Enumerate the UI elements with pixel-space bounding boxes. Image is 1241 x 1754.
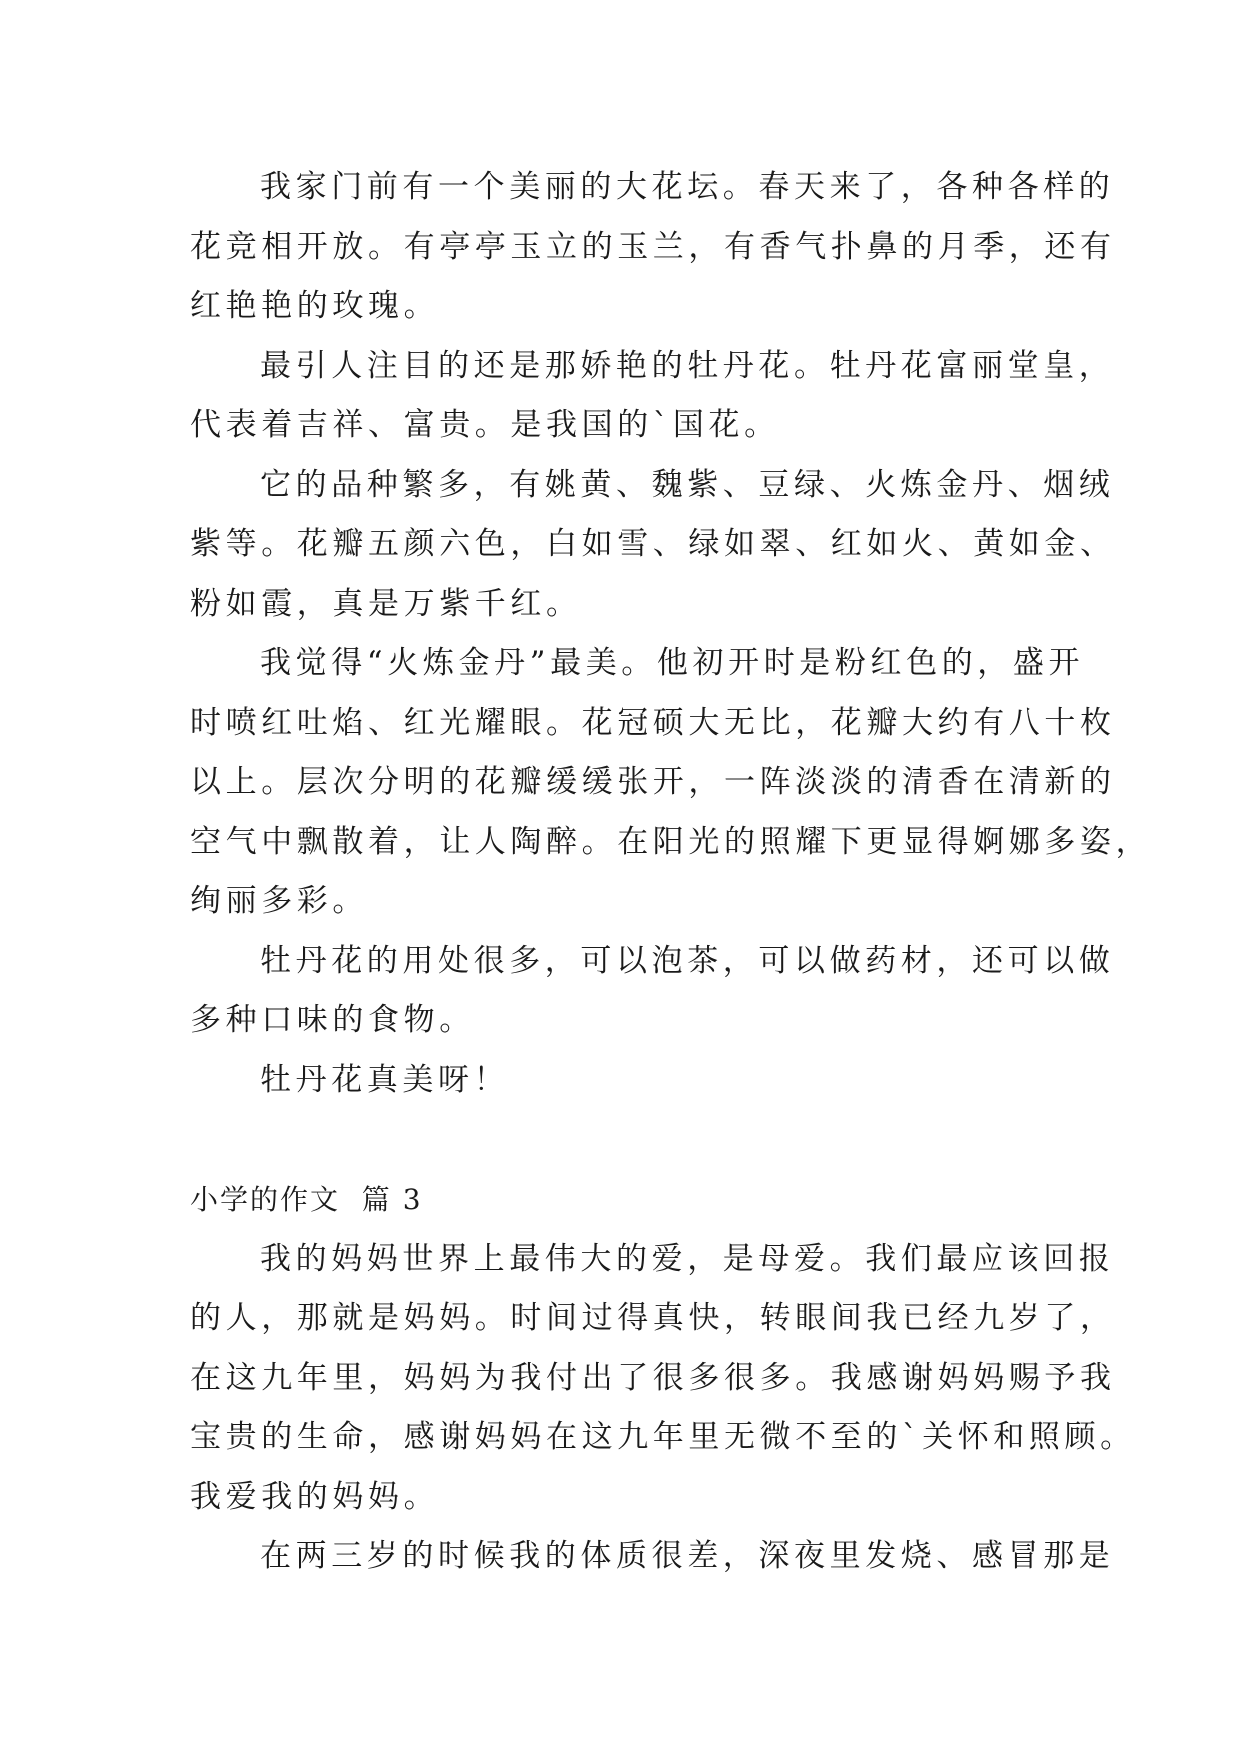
- paragraph-mother-love: [190, 1230, 1136, 1528]
- paragraph-line: 牡丹花真美呀！: [260, 1061, 510, 1098]
- paragraph-line: 宝贵的生命，感谢妈妈在这九年里无微不至的`关怀和照顾。: [190, 1419, 1136, 1455]
- paragraph-line: 红艳艳的玫瑰。: [190, 288, 440, 324]
- paragraph-line: 的人，那就是妈妈。时间过得真快，转眼间我已经九岁了，: [190, 1300, 1116, 1336]
- paragraph-line: 在两三岁的时候我的体质很差，深夜里发烧、感冒那是: [260, 1538, 1115, 1574]
- paragraph-line: 空气中飘散着，让人陶醉。在阳光的照耀下更显得婀娜多姿，: [190, 823, 1152, 860]
- paragraph-line: 我家门前有一个美丽的大花坛。春天来了，各种各样的: [260, 169, 1115, 205]
- document-page: [190, 158, 1152, 1587]
- paragraph-uses: [190, 932, 1115, 1051]
- paragraph-line: 牡丹花的用处很多，可以泡茶，可以做药材，还可以做: [260, 942, 1115, 979]
- section-spacer: [190, 1110, 1050, 1170]
- paragraph-line: 紫等。花瓣五颜六色，白如雪、绿如翠、红如火、黄如金、: [190, 526, 1116, 562]
- essay-3-body: [190, 1230, 1136, 1587]
- paragraph-peony-intro: [190, 337, 1115, 456]
- paragraph-favorite: [190, 634, 1152, 932]
- paragraph-childhood: [190, 1527, 1115, 1587]
- paragraph-line: 我觉得“火炼金丹”最美。他初开时是粉红色的，盛开: [260, 645, 1085, 681]
- paragraph-line: 花竞相开放。有亭亭玉立的玉兰，有香气扑鼻的月季，还有: [190, 228, 1116, 265]
- paragraph-line: 时喷红吐焰、红光耀眼。花冠硕大无比，花瓣大约有八十枚: [190, 704, 1116, 741]
- paragraph-varieties: [190, 456, 1116, 635]
- paragraph-line: 多种口味的食物。: [190, 1002, 475, 1038]
- paragraph-conclusion: [190, 1051, 1050, 1111]
- paragraph-flower-bed: [190, 158, 1116, 337]
- essay-2-body: [190, 158, 1152, 1110]
- paragraph-line: 在这九年里，妈妈为我付出了很多很多。我感谢妈妈赐予我: [190, 1359, 1116, 1396]
- paragraph-line: 粉如霞，真是万紫千红。: [190, 585, 582, 622]
- paragraph-line: 它的品种繁多，有姚黄、魏紫、豆绿、火炼金丹、烟绒: [260, 466, 1115, 503]
- paragraph-line: 以上。层次分明的花瓣缓缓张开，一阵淡淡的清香在清新的: [190, 764, 1116, 800]
- paragraph-line: 我的妈妈世界上最伟大的爱，是母爱。我们最应该回报: [260, 1240, 1115, 1277]
- paragraph-line: 绚丽多彩。: [190, 883, 368, 919]
- paragraph-line: 代表着吉祥、富贵。是我国的`国花。: [190, 407, 780, 443]
- paragraph-line: 我爱我的妈妈。: [190, 1478, 440, 1515]
- paragraph-line: 最引人注目的还是那娇艳的牡丹花。牡丹花富丽堂皇，: [260, 347, 1115, 384]
- section-title: 小学的作文 篇 3: [190, 1183, 423, 1216]
